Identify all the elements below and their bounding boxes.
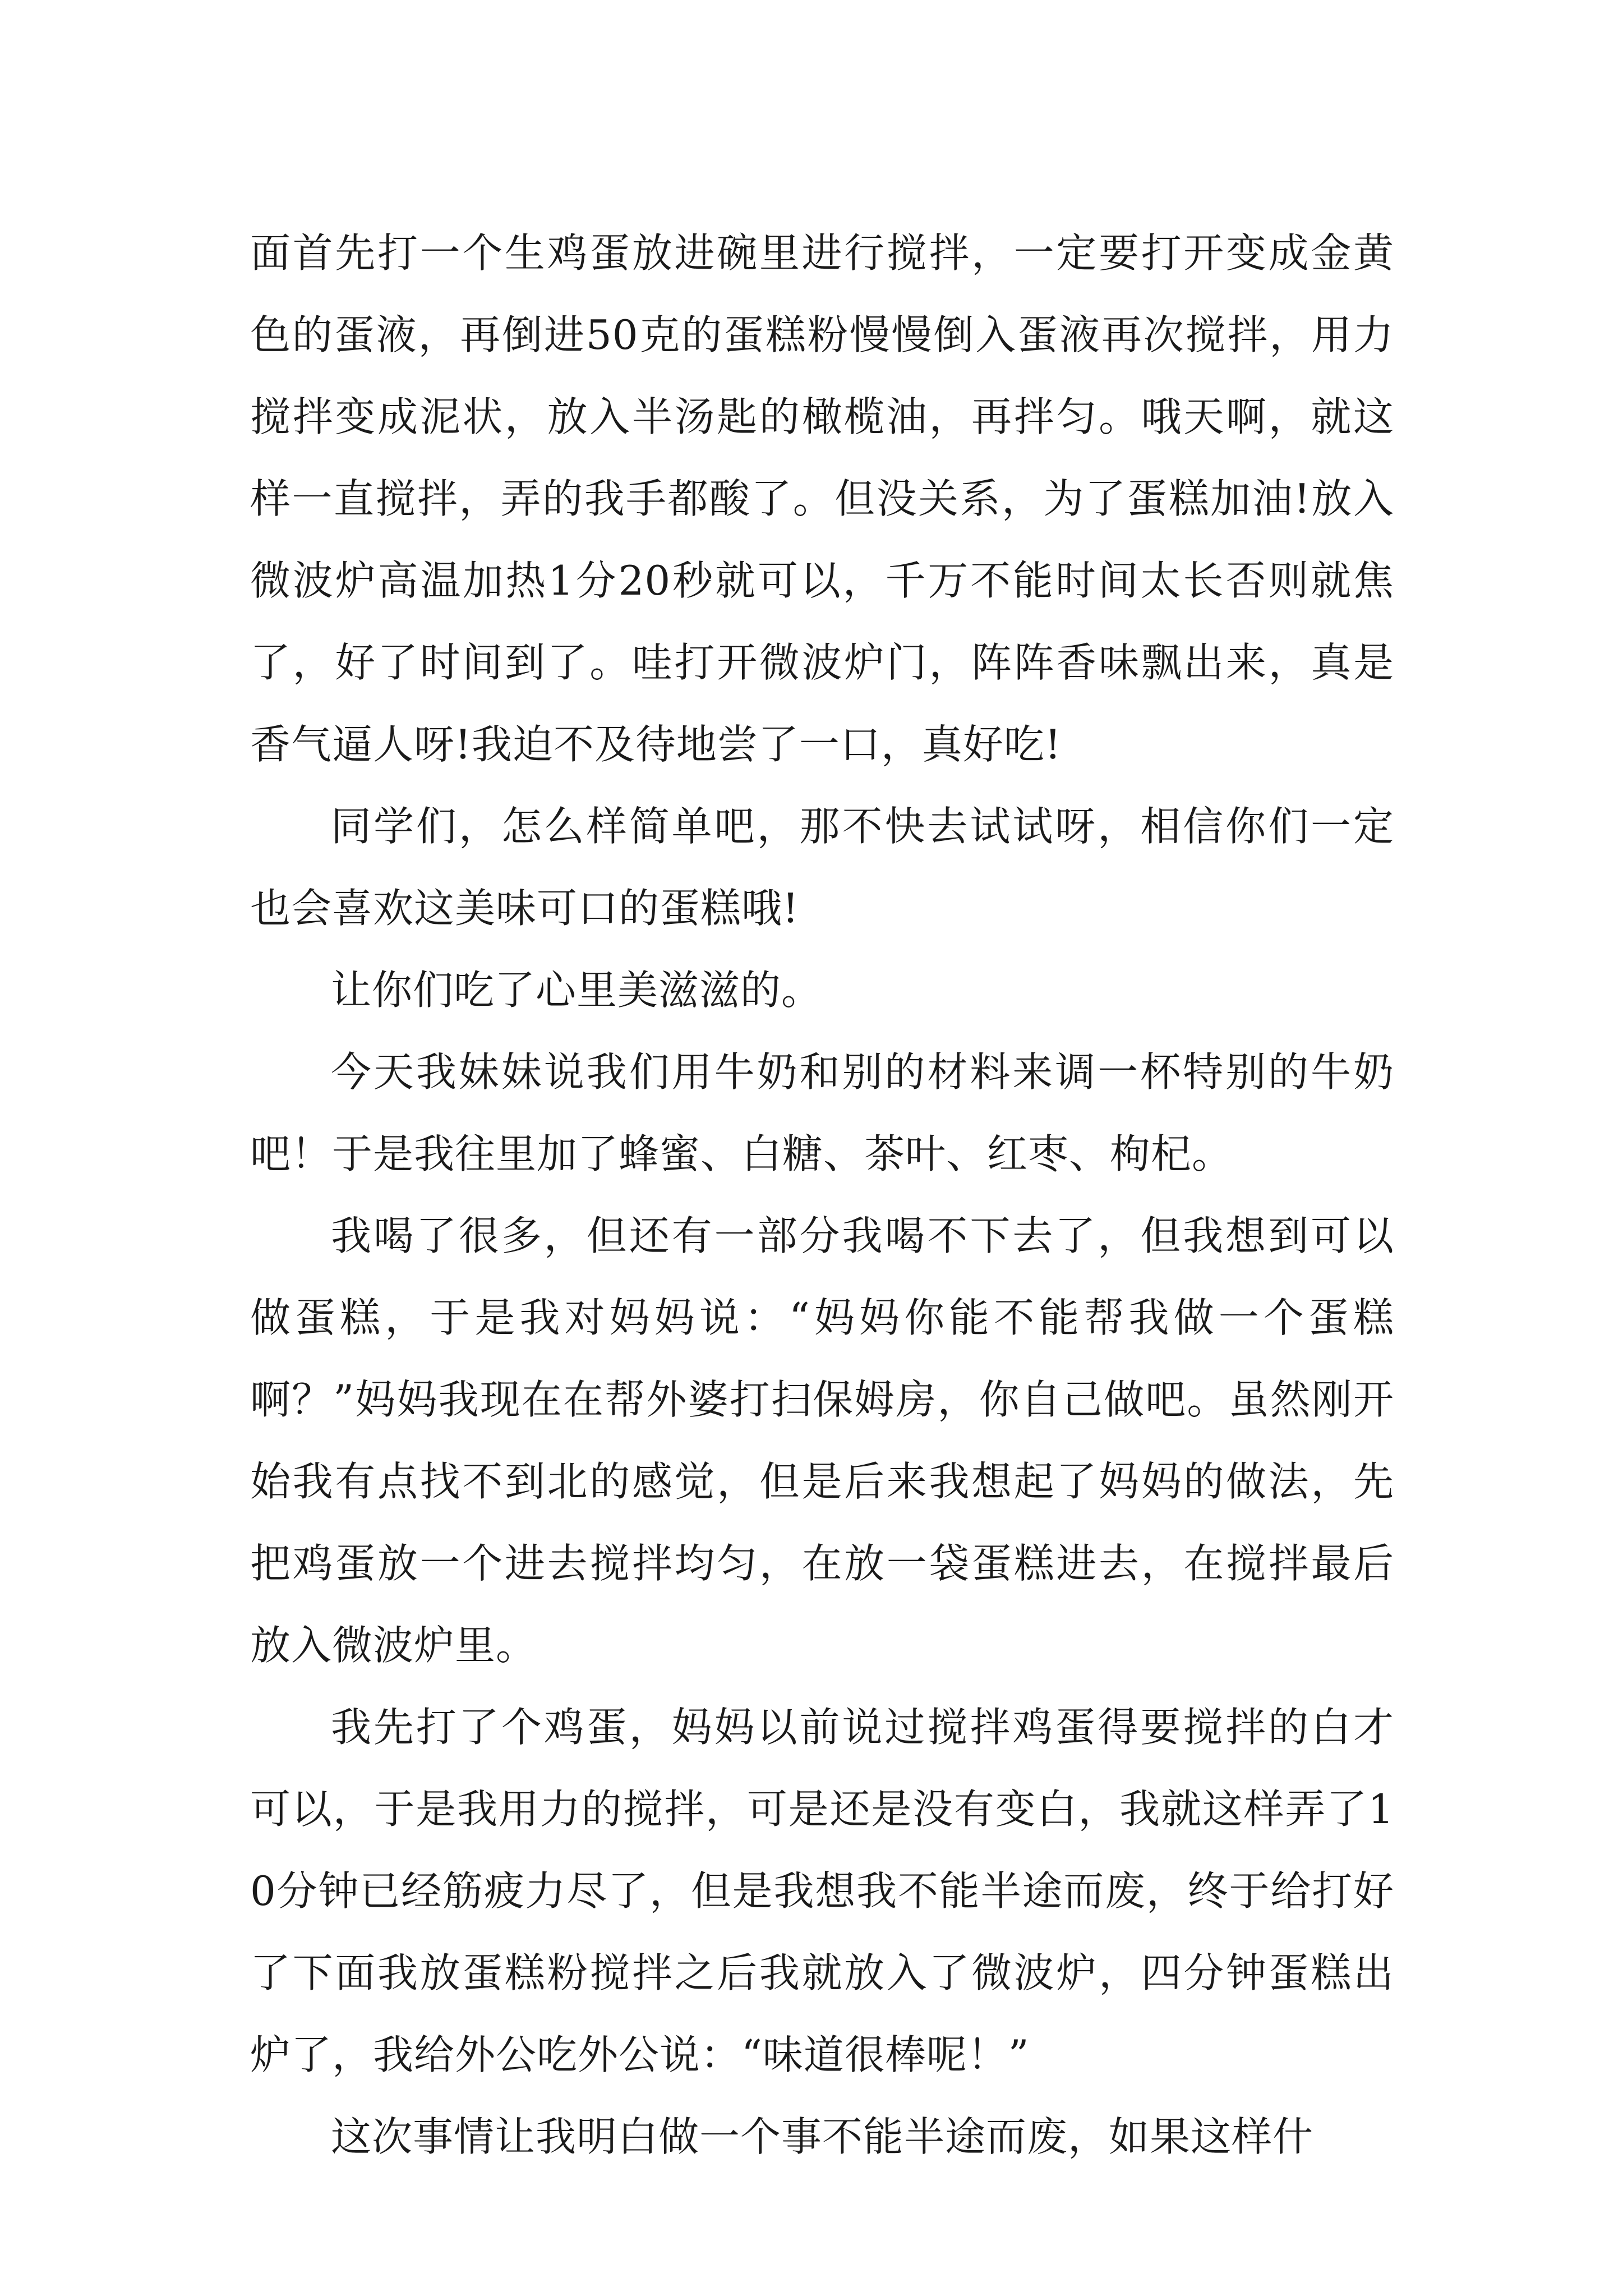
paragraph: 这次事情让我明白做一个事不能半途而废，如果这样什 (331, 2113, 1314, 2160)
paragraph: 今天我妹妹说我们用牛奶和别的材料来调一杯特别的牛奶吧！于是我往里加了蜂蜜、白糖、茶叶、红枣、枸杞。 (250, 1048, 1394, 1177)
paragraph: 同学们，怎么样简单吧，那不快去试试呀，相信你们一定也会喜欢这美味可口的蛋糕哦! (250, 803, 1394, 932)
paragraph: 让你们吃了心里美滋滋的。 (331, 967, 823, 1014)
document-body (250, 212, 1394, 2178)
paragraph: 面首先打一个生鸡蛋放进碗里进行搅拌，一定要打开变成金黄色的蛋液，再倒进50克的蛋糕粉慢慢倒入蛋液再次搅拌，用力搅拌变成泥状，放入半汤匙的橄榄油，再拌匀。哦天啊，就这样一直搅拌，弄的我手都酸了。但没关系，为了蛋糕加油!放入微波炉高温加热1分20秒就可以，千万不能时间太长否则就焦了，好了时间到了。哇打开微波炉门，阵阵香味飘出来，真是香气逼人呀!我迫不及待地尝了一口，真好吃! (250, 229, 1394, 768)
paragraph: 我先打了个鸡蛋，妈妈以前说过搅拌鸡蛋得要搅拌的白才可以，于是我用力的搅拌，可是还是没有变白，我就这样弄了10分钟已经筋疲力尽了，但是我想我不能半途而废，终于给打好了下面我放蛋糕粉搅拌之后我就放入了微波炉，四分钟蛋糕出炉了，我给外公吃外公说：“味道很棒呢！” (250, 1704, 1394, 2078)
paragraph: 我喝了很多，但还有一部分我喝不下去了，但我想到可以做蛋糕，于是我对妈妈说：“妈妈你能不能帮我做一个蛋糕啊？”妈妈我现在在帮外婆打扫保姆房，你自己做吧。虽然刚开始我有点找不到北的感觉，但是后来我想起了妈妈的做法，先把鸡蛋放一个进去搅拌均匀，在放一袋蛋糕进去，在搅拌最后放入微波炉里。 (250, 1212, 1394, 1669)
